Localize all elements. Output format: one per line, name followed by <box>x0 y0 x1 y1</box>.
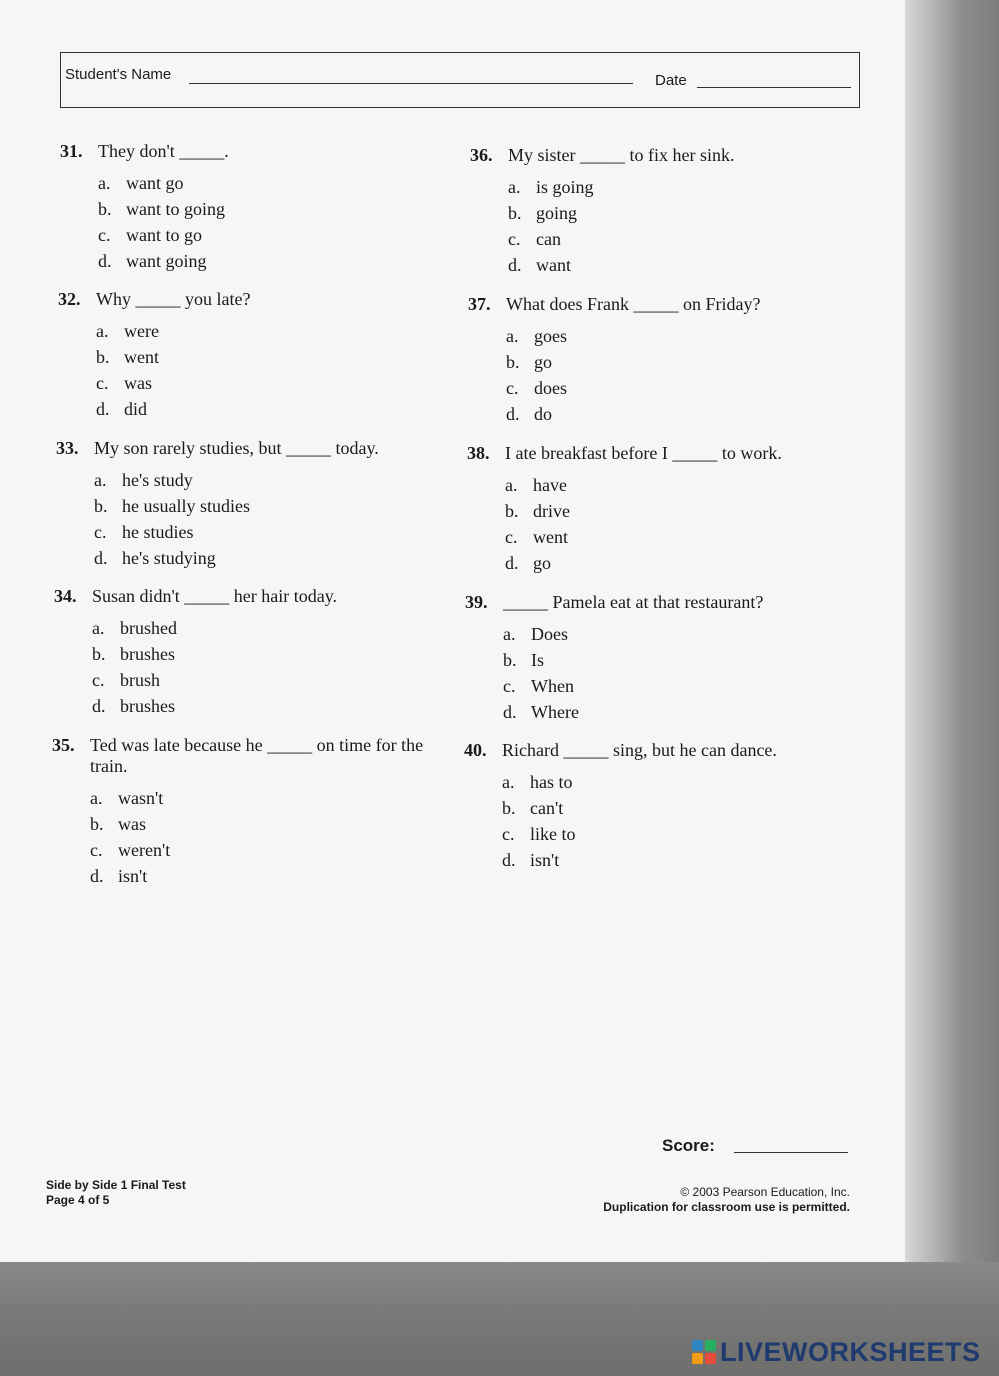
option-a[interactable]: a. were <box>96 321 159 341</box>
option-a[interactable]: a. brushed <box>92 618 177 638</box>
question-number: 32. <box>58 289 81 309</box>
option-a[interactable]: a. has to <box>502 772 573 792</box>
question-stem: Richard _____ sing, but he can dance. <box>502 740 777 760</box>
option-b[interactable]: b. he usually studies <box>94 496 250 516</box>
option-b[interactable]: b. Is <box>503 650 544 670</box>
option-a[interactable]: a. goes <box>506 326 567 346</box>
option-d[interactable]: d. isn't <box>502 850 560 870</box>
option-b[interactable]: b. was <box>90 814 146 834</box>
date-line[interactable] <box>697 87 851 88</box>
duplication-notice: Duplication for classroom use is permitted. <box>603 1200 850 1214</box>
question-stem: Susan didn't _____ her hair today. <box>92 586 338 606</box>
footer-test-info <box>46 1178 186 1208</box>
footer-title: Side by Side 1 Final Test <box>46 1178 186 1192</box>
option-d[interactable]: d. did <box>96 399 148 419</box>
question-number: 34. <box>54 586 77 606</box>
score-label: Score: <box>662 1136 715 1155</box>
option-c[interactable]: c. was <box>96 373 152 393</box>
question-stem: My son rarely studies, but _____ today. <box>94 438 379 458</box>
question-number: 36. <box>470 145 493 165</box>
option-b[interactable]: b. can't <box>502 798 564 818</box>
option-c[interactable]: c. like to <box>502 824 576 844</box>
question-number: 37. <box>468 294 491 314</box>
student-name-line[interactable] <box>189 83 633 84</box>
option-a[interactable]: a. he's study <box>94 470 193 490</box>
option-b[interactable]: b. going <box>508 203 578 223</box>
option-c[interactable]: c. When <box>503 676 574 696</box>
option-d[interactable]: d. Where <box>503 702 579 722</box>
question-stem: I ate breakfast before I _____ to work. <box>505 443 782 463</box>
option-c[interactable]: c. he studies <box>94 522 194 542</box>
question-stem: What does Frank _____ on Friday? <box>506 294 761 314</box>
option-d[interactable]: d. brushes <box>92 696 175 716</box>
option-c[interactable]: c. can <box>508 229 561 249</box>
liveworksheets-logo-icon <box>690 1338 718 1366</box>
question-number: 33. <box>56 438 79 458</box>
question-number: 38. <box>467 443 490 463</box>
question-stem: Why _____ you late? <box>96 289 251 309</box>
option-a[interactable]: a. is going <box>508 177 594 197</box>
option-a[interactable]: a. have <box>505 475 567 495</box>
question-number: 35. <box>52 735 75 755</box>
question-number: 40. <box>464 740 487 760</box>
option-c[interactable]: c. went <box>505 527 568 547</box>
option-d[interactable]: d. isn't <box>90 866 148 886</box>
brand-name: LIVEWORKSHEETS <box>720 1336 981 1367</box>
footer-page-number: Page 4 of 5 <box>46 1193 110 1207</box>
option-d[interactable]: d. want going <box>98 251 207 271</box>
score-line[interactable] <box>734 1152 848 1153</box>
option-c[interactable]: c. weren't <box>90 840 171 860</box>
option-a[interactable]: a. want go <box>98 173 184 193</box>
question-stem: My sister _____ to fix her sink. <box>508 145 735 165</box>
option-b[interactable]: b. want to going <box>98 199 225 219</box>
question-stem: _____ Pamela eat at that restaurant? <box>503 592 764 612</box>
option-d[interactable]: d. go <box>505 553 551 573</box>
page-edge-shadow <box>905 0 999 1262</box>
option-c[interactable]: c. brush <box>92 670 160 690</box>
student-info-box <box>60 52 860 108</box>
date-label: Date <box>655 72 687 89</box>
option-c[interactable]: c. want to go <box>98 225 202 245</box>
question-number: 39. <box>465 592 488 612</box>
option-b[interactable]: b. brushes <box>92 644 175 664</box>
student-name-label: Student's Name <box>65 66 172 83</box>
liveworksheets-brand <box>690 1336 981 1368</box>
option-b[interactable]: b. went <box>96 347 159 367</box>
option-b[interactable]: b. drive <box>505 501 570 521</box>
question-stem: They don't _____. <box>98 141 229 161</box>
option-a[interactable]: a. Does <box>503 624 568 644</box>
option-d[interactable]: d. he's studying <box>94 548 216 568</box>
question-stem: Ted was late because he _____ on time for the train. <box>90 735 424 776</box>
copyright-line: © 2003 Pearson Education, Inc. <box>680 1185 850 1199</box>
option-d[interactable]: d. do <box>506 404 552 424</box>
option-a[interactable]: a. wasn't <box>90 788 164 808</box>
option-b[interactable]: b. go <box>506 352 552 372</box>
question-number: 31. <box>60 141 83 161</box>
footer-copyright <box>560 1185 850 1215</box>
option-d[interactable]: d. want <box>508 255 571 275</box>
option-c[interactable]: c. does <box>506 378 567 398</box>
